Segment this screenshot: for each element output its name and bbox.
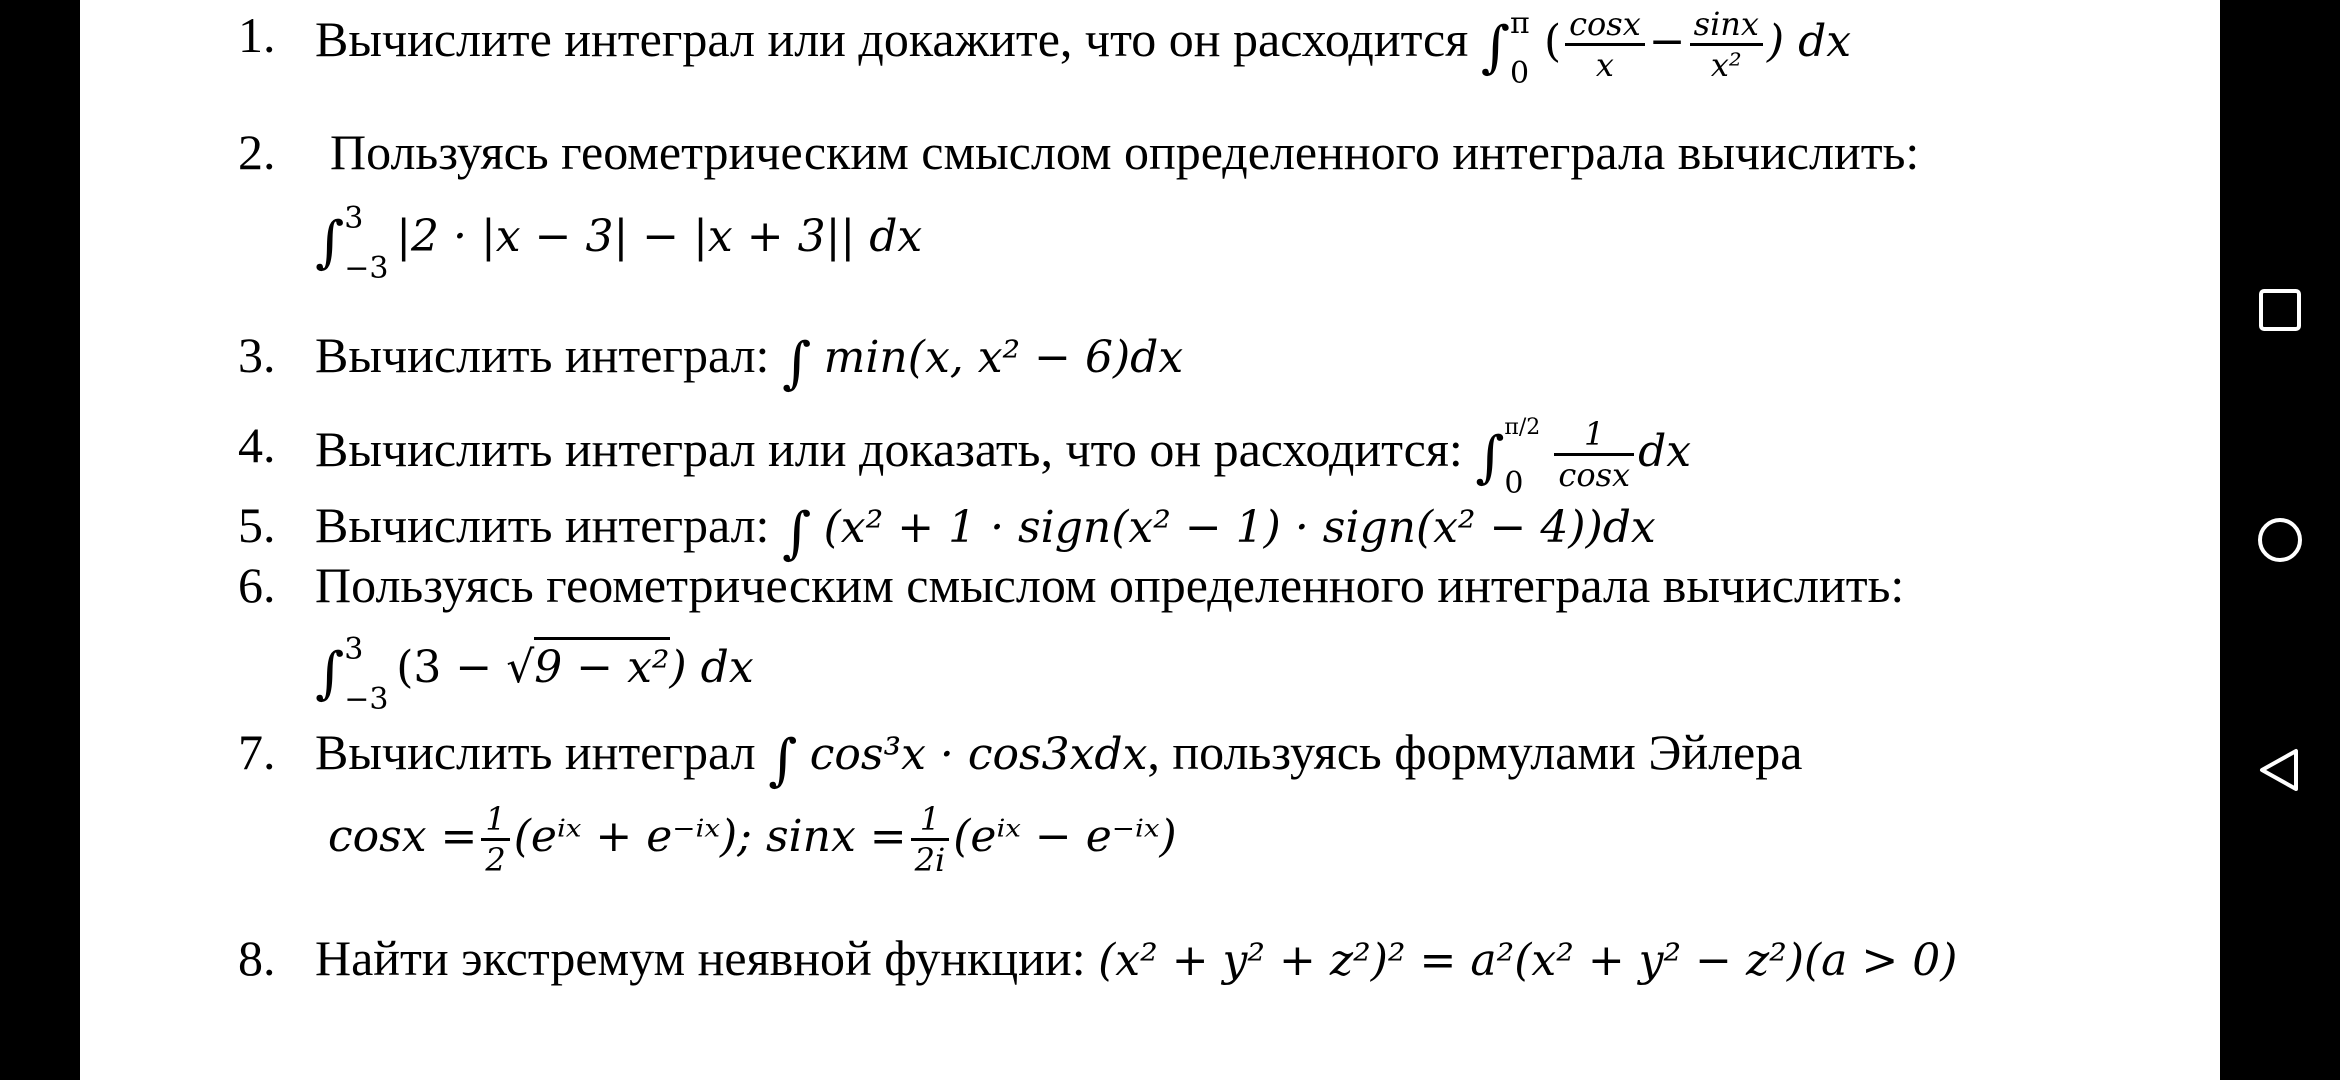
- fraction-sec: $\frac{1}{\cos x}$: [1554, 415, 1634, 494]
- math-expression: min(x, x² − 6)dx: [823, 332, 1184, 383]
- problem-text: Вычислить интеграл: [315, 724, 756, 780]
- problem-number: 2.: [238, 124, 276, 180]
- triangle-back-icon: [2256, 746, 2304, 794]
- problem-number: 1.: [238, 7, 276, 63]
- problem-text: Пользуясь геометрическим смыслом определенного интеграла вычислить:: [330, 124, 1920, 180]
- sqrt-radicand: 9 − x²: [534, 637, 669, 693]
- lower-limit: 0: [1509, 55, 1530, 91]
- integral-sign: ∫: [1475, 424, 1505, 490]
- home-button[interactable]: [2220, 480, 2340, 600]
- problem-text: Вычислите интеграл или докажите, что он расходится: [315, 10, 1469, 67]
- math-expression: (x² + 1 · sign(x² − 1) · sign(x² − 4))dx: [823, 502, 1656, 553]
- back-button[interactable]: [2220, 710, 2340, 830]
- problem-text: Вычислить интеграл:: [315, 497, 770, 553]
- problem-number: 7.: [238, 724, 276, 780]
- math-expression: cos³x · cos3xdx: [809, 729, 1148, 780]
- square-icon: [2256, 286, 2304, 334]
- fraction-cos: $\frac{\cos x}{x}$: [1565, 5, 1645, 84]
- document-viewer[interactable]: 1. Вычислите интеграл или докажите, что он расходится ∫ π 0 ( $\frac{\cos x}{x}$ − $\frac{\sin x}{\text{x²}}$ ) dx 2. Пользуясь геометрическим смыслом определенного интеграла вычислить: ∫ 3 −3 |2 · |x − 3| − |x + 3|| dx 3. Вычислить интеграл: ∫ min(x, x² − 6)dx 4. Вычислить интеграл или доказать, что он расходится: ∫ π/2 0 $\frac{1}{\cos x}$ dx 5. Вычислить интеграл: ∫ (x² + 1 · sign(x² − 1) · sign(x² − 4))dx 6. Пользуясь геометрическим смыслом определенного интеграла вычислить: ∫ 3 −3 (3 − √9 − x²) dx 7. Вычислить интеграл ∫ cos³x · cos3xdx, пользуясь формулами Эйлера cosx = $\frac{1}{2}$ (eⁱˣ + e⁻ⁱˣ); sinx = $\frac{1}{2i}$ (eⁱˣ − e⁻ⁱˣ) 8. Найти экстремум неявной функции: (x² + y² + z²)² = a²(x² + y² − z²)(a > 0): [80, 0, 2220, 1080]
- problem-number: 4.: [238, 417, 276, 473]
- problem-number: 6.: [238, 557, 276, 613]
- integral-sign: ∫: [781, 501, 812, 566]
- integral-sign: ∫: [315, 210, 345, 275]
- fraction-sin: $\frac{\sin x}{\text{x²}}$: [1690, 5, 1763, 84]
- upper-limit: π: [1509, 5, 1530, 41]
- problem-text: Вычислить интеграл или доказать, что он расходится:: [315, 420, 1463, 477]
- euler-formulas: cosx = $\frac{1}{2}$ (eⁱˣ + e⁻ⁱˣ); sinx = $\frac{1}{2i}$ (eⁱˣ − e⁻ⁱˣ): [328, 800, 1177, 879]
- navigation-bar: [2220, 0, 2340, 1080]
- problem-text-after: , пользуясь формулами Эйлера: [1147, 724, 1803, 780]
- circle-icon: [2256, 516, 2304, 564]
- integral-sign: ∫: [1480, 14, 1510, 80]
- integral-sign: ∫: [781, 331, 812, 396]
- problem-number: 3.: [238, 327, 276, 383]
- problem-text: Вычислить интеграл:: [315, 327, 770, 383]
- integral-sign: ∫: [768, 728, 798, 793]
- integral-sign: ∫: [315, 641, 345, 706]
- problem-number: 8.: [238, 930, 276, 986]
- math-expression: |2 · |x − 3| − |x + 3|| dx: [396, 211, 923, 262]
- problem-text: Пользуясь геометрическим смыслом определенного интеграла вычислить:: [315, 557, 1905, 613]
- recent-apps-button[interactable]: [2220, 250, 2340, 370]
- math-expression: (x² + y² + z²)² = a²(x² + y² − z²)(a > 0): [1098, 935, 1958, 986]
- problem-text: Найти экстремум неявной функции:: [315, 930, 1086, 986]
- problem-number: 5.: [238, 497, 276, 553]
